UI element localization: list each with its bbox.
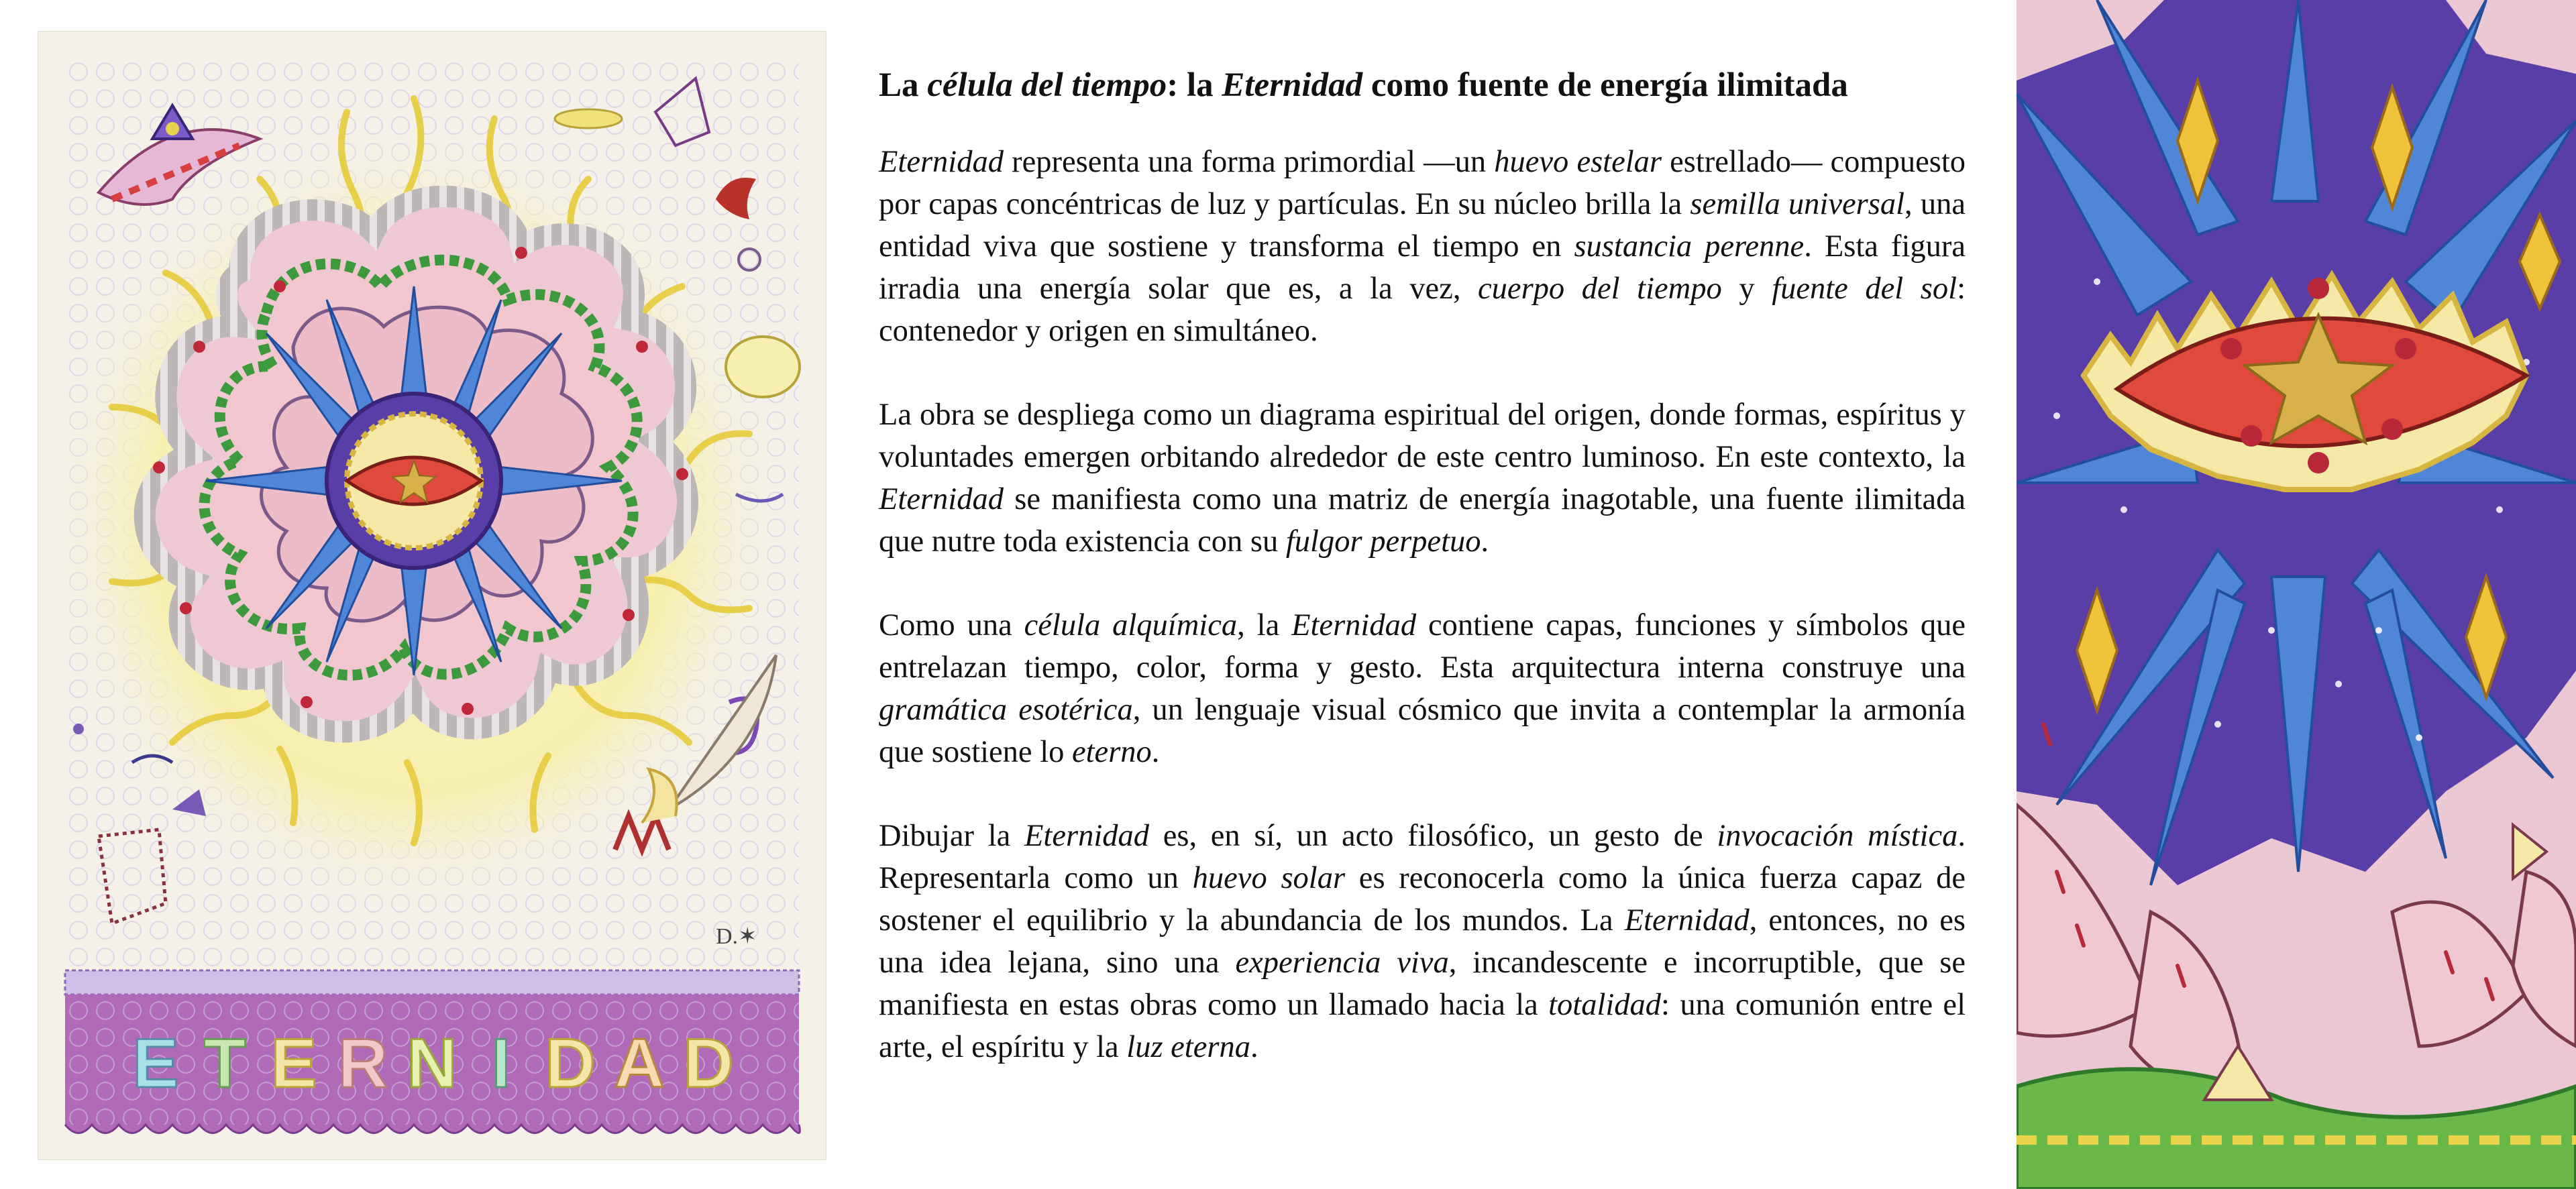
article: [879, 64, 1966, 1110]
paragraph-2: La obra se despliega como un diagrama espiritual del origen, donde formas, espíritus y voluntades emergen orbitando alrededor de este centro luminoso. En este contexto, la Eternidad se manifiesta como una matriz de energía inagotable, una fuente ilimitada que nutre toda existencia con su fulgor perpetuo.: [879, 397, 1966, 559]
artist-signature: D.✶: [716, 924, 757, 949]
paragraph-3: Como una célula alquímica, la Eternidad contiene capas, funciones y símbolos que entrelazan tiempo, color, forma y gesto. Esta arquitectura interna construye una gramática esotérica, un lenguaje visual cósmico que invita a contemplar la armonía que sostiene lo eterno.: [879, 608, 1966, 769]
artwork-detail-crop: [2017, 0, 2576, 1189]
banner-letter-1: E: [132, 1025, 179, 1102]
banner-letter-6: I: [491, 1025, 511, 1102]
banner-letter-9: D: [683, 1025, 734, 1102]
paragraph-1: Eternidad representa una forma primordial —un huevo estelar estrellado— compuesto por capas concéntricas de luz y partículas. En su núcleo brilla la semilla universal, una entidad viva que sostiene y transforma el tiempo en sustancia perenne. Esta figura irradia una energía solar que es, a la vez, cuerpo del tiempo y fuente del sol: contenedor y origen en simultáneo.: [879, 144, 1966, 348]
banner-letter-5: N: [407, 1025, 458, 1102]
paragraph-4: Dibujar la Eternidad es, en sí, un acto filosófico, un gesto de invocación mística. Representarla como un huevo solar es reconocerla como la única fuerza capaz de sostener el equilibrio y la abundancia de los mundos. La Eternidad, entonces, no es una idea lejana, sino una experiencia viva, incandescente e incorruptible, que se manifiesta en estas obras como un llamado hacia la totalidad: una comunión entre el arte, el espíritu y la luz eterna.: [879, 818, 1966, 1064]
article-heading: La célula del tiempo: la Eternidad como fuente de energía ilimitada: [879, 66, 1848, 104]
banner-letter-3: E: [270, 1025, 317, 1102]
banner-letter-4: R: [337, 1025, 388, 1102]
banner-letter-8: A: [614, 1025, 665, 1102]
banner-letter-2: T: [203, 1025, 246, 1102]
banner-letter-7: D: [545, 1025, 596, 1102]
artwork-eternidad: [38, 31, 826, 1160]
title-banner: [65, 970, 800, 1133]
detail-drawing: [2017, 0, 2576, 1189]
artwork-drawing: [38, 32, 826, 1159]
